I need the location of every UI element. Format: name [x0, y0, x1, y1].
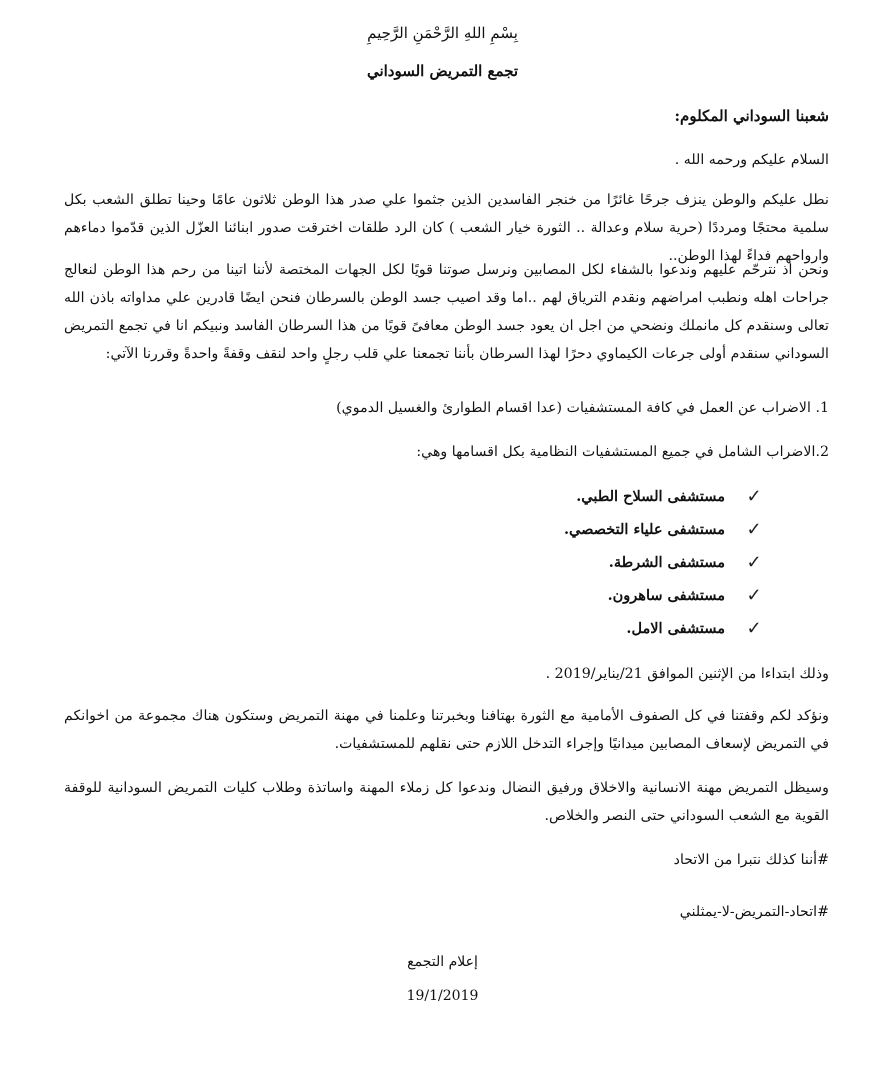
list-item-1: 1. الاضراب عن العمل في كافة المستشفيات (عدا اقسام الطوارئ والغسيل الدموي) — [336, 400, 829, 416]
list-item — [300, 579, 769, 612]
hospital-name: مستشفى الشرطة. — [608, 554, 725, 571]
start-date-line: وذلك ابتداءا من الإثنين الموافق 21/يناير/2019 . — [545, 666, 829, 682]
hospital-name: مستشفى علياء التخصصي. — [563, 521, 725, 538]
check-icon: ✓ — [746, 585, 762, 606]
paragraph-1: نطل عليكم والوطن ينزف جرحًا غائرًا من خنجر الفاسدين الذين جثموا علي صدر هذا الوطن ثلاثون عامًا وحينا تطلق الشعب بكل سلمية محتجًا ومرددًا (حرية سلام وعدالة .. الثورة خيار الشعب ) كان الرد طلقات اخترقت صدور ابنائنا العزّل الذين قدّموا دماءهم وارواحهم فداءً لهذا الوطن.. — [64, 192, 829, 264]
list-item — [300, 612, 769, 645]
list-item — [300, 546, 769, 579]
check-icon: ✓ — [746, 618, 762, 639]
hospital-name: مستشفى ساهرون. — [607, 587, 725, 604]
document-title: تجمع التمريض السوداني — [366, 62, 519, 80]
check-icon: ✓ — [746, 486, 762, 507]
paragraph-2: ونحن اذ نترحّم عليهم وندعوا بالشفاء لكل المصابين ونرسل صوتنا قويًا لكل الجهات المختصة لأننا اتينا من رحم هذا الوطن لنعالج جراحات اهله ونطبب امراضهم ونقدم الترياق لهم ..اما وقد اصيب جسد الوطن بالسرطان فنحن ايضًا قادرين علي مداواته باذن الله تعالى وسنقدم كل مانملك ونضحي من اجل ان يعود جسد الوطن معافىً قويًا من هذا السرطان الفاسد ونبيكم انا في تجمع التمريض السوداني سنقدم أولى جرعات الكيماوي دحرًا لهذا السرطان بأننا تجمعنا علي قلب رجلٍ واحد لنقف وقفةً واحدةً وقررنا الآتي: — [64, 262, 829, 362]
list-item — [300, 513, 769, 546]
list-item-2: 2.الاضراب الشامل في جميع المستشفيات النظامية بكل اقسامها وهي: — [416, 444, 829, 460]
hospital-name: مستشفى الامل. — [626, 620, 725, 637]
basmala: بِسْمِ اللهِ الرَّحْمَنِ الرَّحِيمِ — [367, 24, 518, 42]
greeting: شعبنا السوداني المكلوم: — [674, 107, 829, 125]
hospital-name: مستشفى السلاح الطبي. — [576, 488, 725, 505]
signature-date: 19/1/2019 — [406, 988, 479, 1004]
salam-line: السلام عليكم ورحمه الله . — [674, 152, 829, 168]
check-icon: ✓ — [746, 519, 762, 540]
hashtag-2: #اتحاد-التمريض-لا-يمثلني — [679, 904, 829, 920]
paragraph-4: وسيظل التمريض مهنة الانسانية والاخلاق ورفيق النضال وندعوا كل زملاء المهنة واساتذة وطلاب كليات التمريض السودانية للوقفة القوية مع الشعب السوداني حتى النصر والخلاص. — [64, 780, 829, 824]
list-item — [300, 480, 769, 513]
hospital-list — [300, 480, 769, 645]
check-icon: ✓ — [746, 552, 762, 573]
hashtag-1: #أننا كذلك نتبرا من الاتحاد — [673, 852, 829, 868]
signature: إعلام التجمع — [407, 954, 478, 970]
paragraph-3: ونؤكد لكم وقفتنا في كل الصفوف الأمامية مع الثورة بهتافنا وبخبرتنا وعلمنا في مهنة التمريض وستكون هناك مجموعة من اخوانكم في التمريض لإسعاف المصابين ميدانيًا وإجراء التدخل اللازم حتى نقلهم للمستشفيات. — [64, 708, 829, 752]
